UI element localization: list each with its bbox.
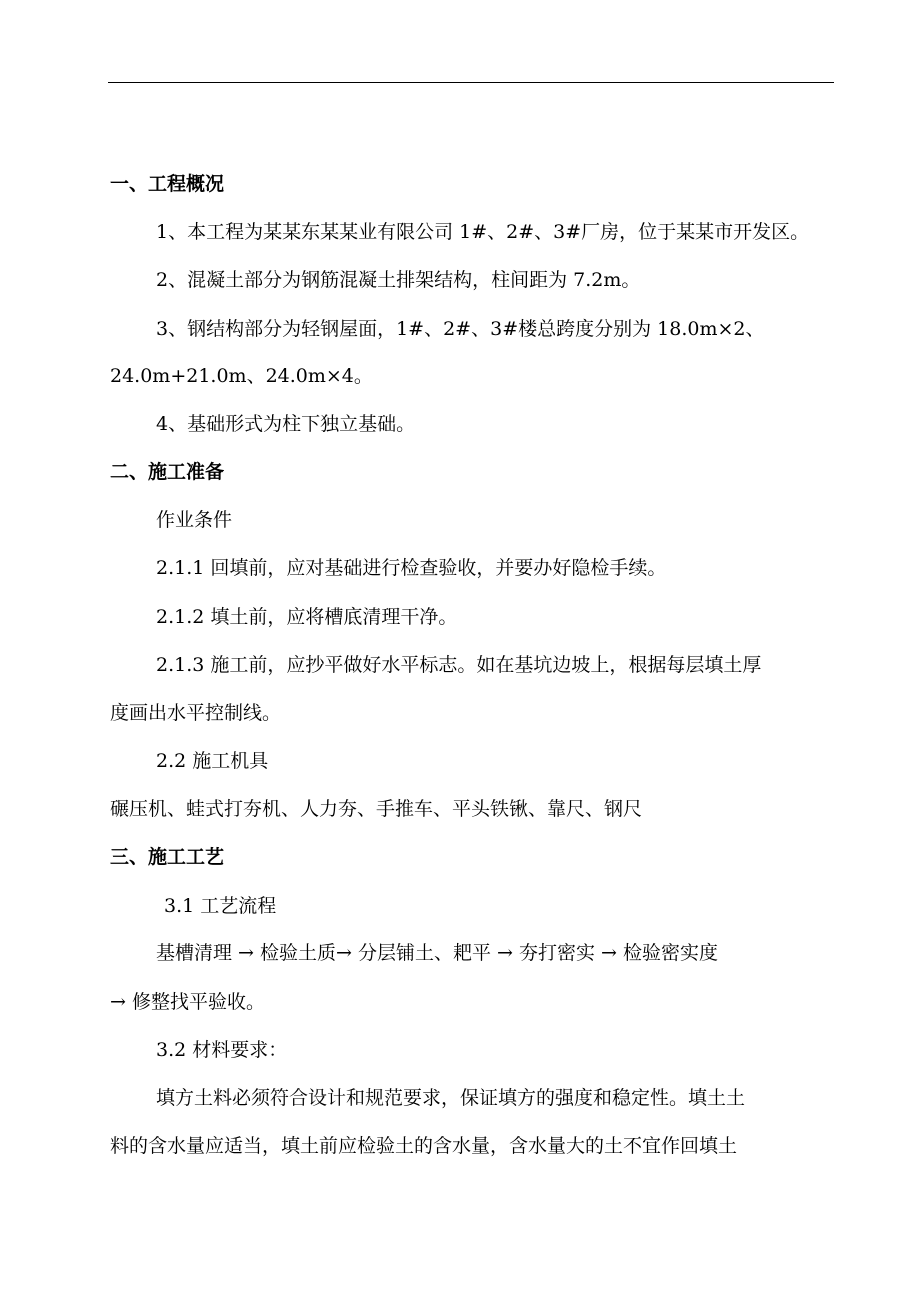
paragraph-3-line-1: 3、钢结构部分为轻钢屋面，1#、2#、3#楼总跨度分别为 18.0m×2、 xyxy=(156,318,765,340)
tools-list: 碾压机、蛙式打夯机、人力夯、手推车、平头铁锹、靠尺、钢尺 xyxy=(110,798,643,820)
subheading-3-2: 3.2 材料要求： xyxy=(156,1039,288,1061)
material-paragraph-line-2: 料的含水量应适当，填土前应检验土的含水量，含水量大的土不宜作回填土 xyxy=(110,1135,738,1157)
heading-project-overview: 一、工程概况 xyxy=(110,173,225,195)
paragraph-2: 2、混凝土部分为钢筋混凝土排架结构，柱间距为 7.2m。 xyxy=(156,269,641,291)
heading-construction-process: 三、施工工艺 xyxy=(110,846,225,868)
paragraph-2-1-2: 2.1.2 填土前，应将槽底清理干净。 xyxy=(156,606,458,628)
subheading-2-2: 2.2 施工机具 xyxy=(156,750,269,772)
header-rule xyxy=(108,82,834,83)
heading-construction-preparation: 二、施工准备 xyxy=(110,461,225,483)
paragraph-2-1-1: 2.1.1 回填前，应对基础进行检查验收，并要办好隐检手续。 xyxy=(156,557,667,579)
paragraph-4: 4、基础形式为柱下独立基础。 xyxy=(156,413,416,435)
subheading-work-conditions: 作业条件 xyxy=(156,509,233,531)
paragraph-2-1-3-line-2: 度画出水平控制线。 xyxy=(110,702,282,724)
subheading-3-1: 3.1 工艺流程 xyxy=(164,895,277,917)
process-flow-line-1: 基槽清理 → 检验土质→ 分层铺土、耙平 → 夯打密实 → 检验密实度 xyxy=(156,942,718,964)
process-flow-line-2: → 修整找平验收。 xyxy=(110,991,265,1013)
material-paragraph-line-1: 填方土料必须符合设计和规范要求，保证填方的强度和稳定性。填土土 xyxy=(156,1087,746,1109)
paragraph-2-1-3-line-1: 2.1.3 施工前，应抄平做好水平标志。如在基坑边坡上，根据每层填土厚 xyxy=(156,654,762,676)
paragraph-1: 1、本工程为某某东某某业有限公司 1#、2#、3#厂房，位于某某市开发区。 xyxy=(156,221,810,243)
paragraph-3-line-2: 24.0m+21.0m、24.0m×4。 xyxy=(110,365,373,387)
